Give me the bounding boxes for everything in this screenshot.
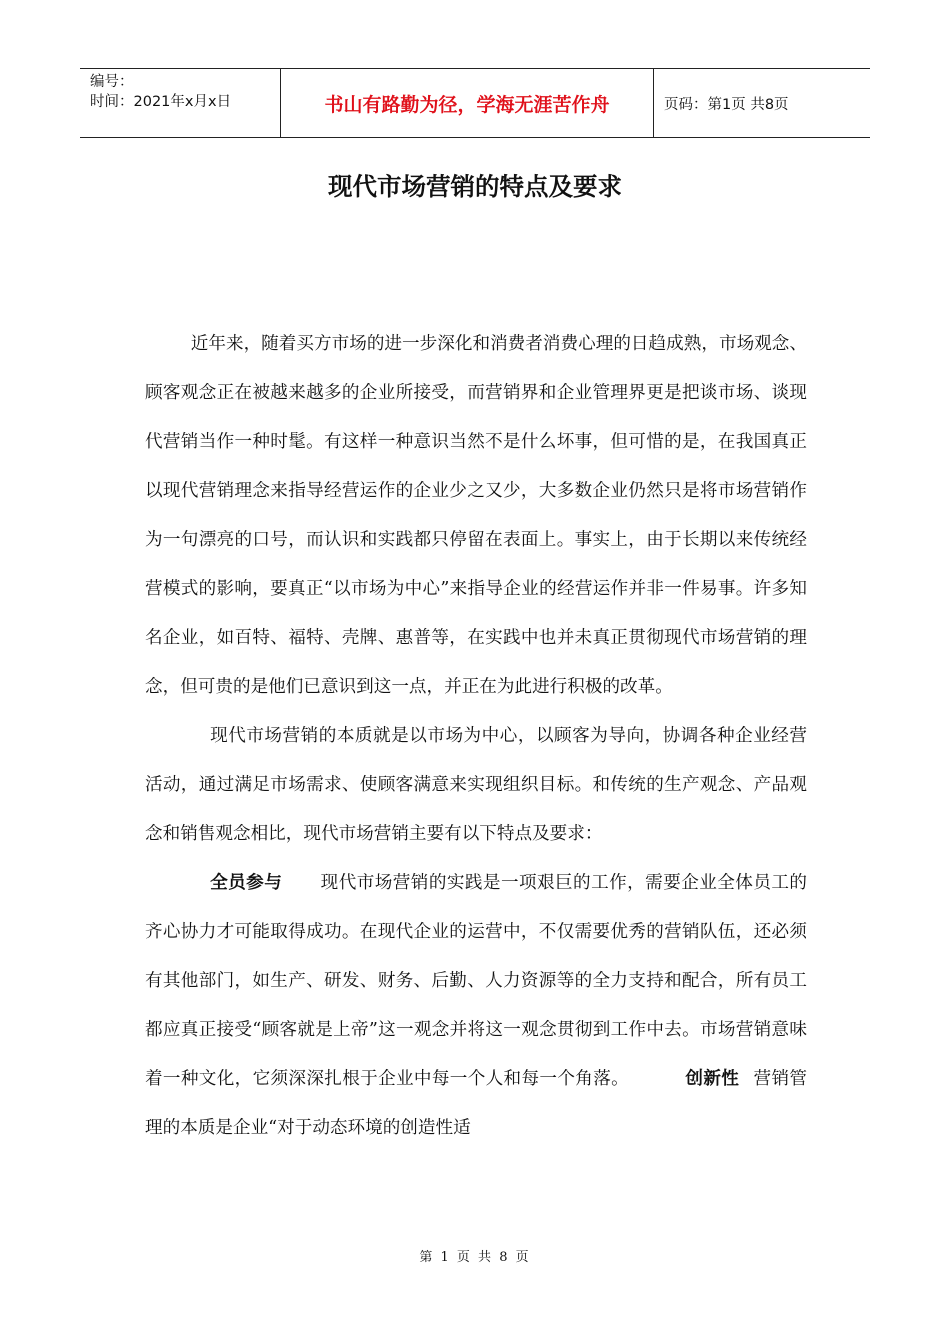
term-innovation: 创新性 (685, 1069, 740, 1089)
header-page-code: 页码：第1页 共8页 (664, 96, 789, 113)
document-header-table (80, 68, 870, 138)
time-label: 时间：2021年x月x日 (90, 94, 232, 110)
document-title: 现代市场营销的特点及要求 (328, 172, 622, 201)
paragraph-full-participation: 现代市场营销的实践是一项艰巨的工作，需要企业全体员工的齐心协力才可能取得成功。在现代企业的运营中，不仅需要优秀的营销队伍，还必须有其他部门，如生产、研发、财务、后勤、人力资源等的全力支持和配合，所有员工都应真正接受“顾客就是上帝”这一观念并将这一观念贯彻到工作中去。市场营销意味着一种文化，它须深深扎根于企业中每一个人和每一个角落。 (145, 873, 807, 1089)
document-body (145, 320, 807, 1153)
term-full-participation: 全员参与 (210, 873, 283, 893)
paragraph-essence: 现代市场营销的本质就是以市场为中心，以顾客为导向，协调各种企业经营活动，通过满足市场需求、使顾客满意来实现组织目标。和传统的生产观念、产品观念和销售观念相比，现代市场营销主要有以下特点及要求： (145, 726, 807, 844)
paragraph-innovation: 营销管理的本质是企业“对于动态环境的创造性适 (145, 1069, 807, 1138)
number-label: 编号： (90, 74, 134, 90)
paragraph-intro: 近年来，随着买方市场的进一步深化和消费者消费心理的日趋成熟，市场观念、顾客观念正在被越来越多的企业所接受，而营销界和企业管理界更是把谈市场、谈现代营销当作一种时髦。有这样一种意识当然不是什么坏事，但可惜的是，在我国真正以现代营销理念来指导经营运作的企业少之又少，大多数企业仍然只是将市场营销作为一句漂亮的口号，而认识和实践都只停留在表面上。事实上，由于长期以来传统经营模式的影响，要真正“以市场为中心”来指导企业的经营运作并非一件易事。许多知名企业，如百特、福特、壳牌、惠普等，在实践中也并未真正贯彻现代市场营销的理念，但可贵的是他们已意识到这一点，并正在为此进行积极的改革。 (145, 334, 807, 697)
header-motto: 书山有路勤为径，学海无涯苦作舟 (281, 69, 654, 137)
paragraph-features (145, 859, 807, 1153)
page-footer: 第 1 页 共 8 页 (419, 1250, 531, 1265)
header-meta-cell (80, 69, 281, 137)
